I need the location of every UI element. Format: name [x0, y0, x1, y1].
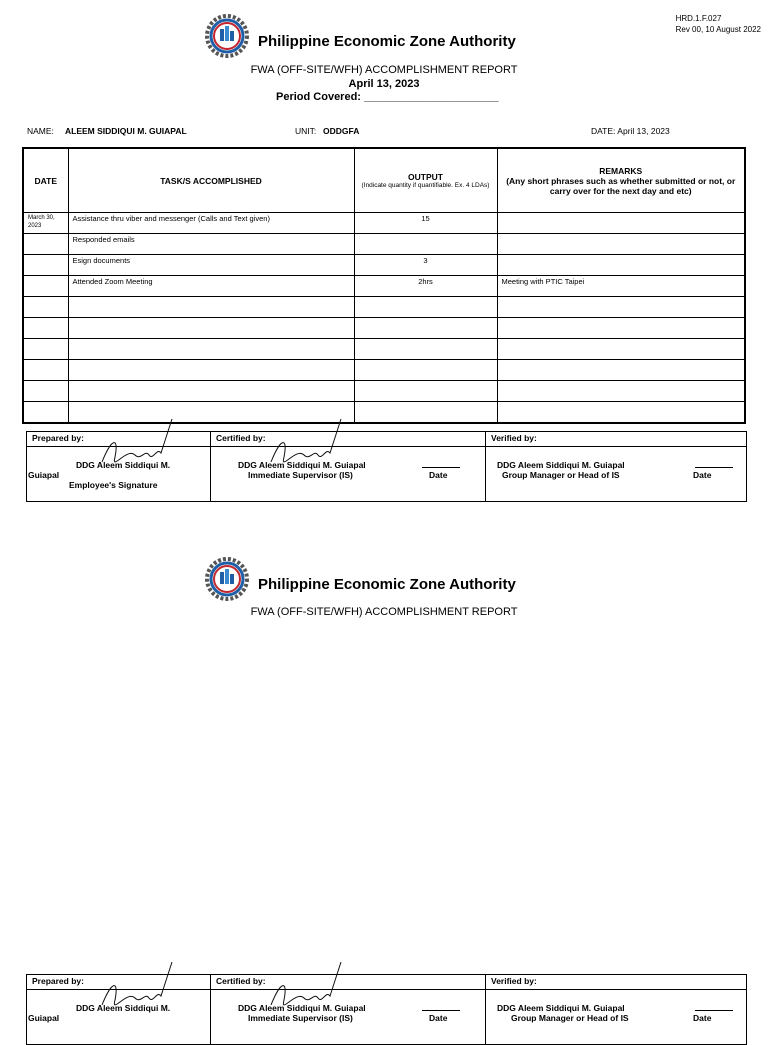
row-remarks — [497, 381, 745, 402]
row-remarks — [497, 360, 745, 381]
peza-logo — [205, 14, 249, 58]
row-output — [354, 381, 497, 402]
row-task: Responded emails — [68, 234, 354, 255]
header-remarks-note: (Any short phrases such as whether submitted or not, or carry over for the next day and etc) — [506, 175, 736, 196]
verified-by-cell — [486, 990, 747, 1045]
employee-signature-label: Employee's Signature — [69, 480, 158, 490]
row-remarks — [497, 402, 745, 424]
table-row — [23, 276, 745, 297]
unit-value: ODDGFA — [323, 126, 360, 136]
row-task — [68, 297, 354, 318]
name-value: ALEEM SIDDIQUI M. GUIAPAL — [65, 126, 187, 136]
verified-by-cell — [486, 447, 747, 502]
table-row — [23, 318, 745, 339]
certified-by-label: Certified by: — [211, 975, 486, 990]
row-remarks: Meeting with PTIC Taipei — [497, 276, 745, 297]
accomplishment-table — [22, 147, 746, 424]
row-remarks — [497, 318, 745, 339]
certified-by-cell — [211, 447, 486, 502]
verified-date-label: Date — [693, 470, 712, 480]
row-date — [23, 381, 68, 402]
table-row — [23, 360, 745, 381]
report-date: April 13, 2023 — [348, 78, 420, 90]
row-date — [23, 276, 68, 297]
row-remarks — [497, 297, 745, 318]
prepared-by-label: Prepared by: — [27, 432, 211, 447]
org-name: Philippine Economic Zone Authority — [258, 33, 516, 50]
row-output: 2hrs — [354, 276, 497, 297]
unit-label: UNIT: — [295, 126, 317, 136]
row-task: Assistance thru viber and messenger (Calls and Text given) — [68, 213, 354, 234]
row-task — [68, 339, 354, 360]
prepared-by-label: Prepared by: — [27, 975, 211, 990]
date-line — [422, 1001, 460, 1011]
group-manager-label: Group Manager or Head of IS — [502, 470, 620, 480]
certified-by-cell — [211, 990, 486, 1045]
form-title: FWA (OFF-SITE/WFH) ACCOMPLISHMENT REPORT — [250, 606, 518, 618]
header-tasks: TASK/S ACCOMPLISHED — [68, 148, 354, 213]
row-task — [68, 381, 354, 402]
row-output: 3 — [354, 255, 497, 276]
row-task — [68, 360, 354, 381]
row-task: Attended Zoom Meeting — [68, 276, 354, 297]
table-row — [23, 234, 745, 255]
row-date — [23, 360, 68, 381]
handwritten-signature — [97, 960, 177, 1020]
prepared-name-cont: Guiapal — [28, 1013, 60, 1023]
verified-date-label: Date — [693, 1013, 712, 1023]
revision-info: Rev 00, 10 August 2022 — [675, 25, 761, 34]
form-code: HRD.1.F.027 — [675, 14, 722, 23]
prepared-name: DDG Aleem Siddiqui M. — [76, 460, 171, 470]
table-row — [23, 213, 745, 234]
certified-name: DDG Aleem Siddiqui M. Guiapal — [238, 460, 366, 470]
row-output — [354, 339, 497, 360]
row-output — [354, 360, 497, 381]
supervisor-label: Immediate Supervisor (IS) — [248, 470, 353, 480]
certified-by-label: Certified by: — [211, 432, 486, 447]
table-row — [23, 255, 745, 276]
row-task: Esign documents — [68, 255, 354, 276]
row-output — [354, 234, 497, 255]
date-line — [695, 458, 733, 468]
group-manager-label: Group Manager or Head of IS — [511, 1013, 629, 1023]
handwritten-signature — [97, 417, 177, 477]
row-output — [354, 297, 497, 318]
date-field: DATE: April 13, 2023 — [591, 126, 670, 136]
verified-name: DDG Aleem Siddiqui M. Guiapal — [497, 1003, 625, 1013]
header-output — [354, 148, 497, 213]
name-label: NAME: — [27, 126, 54, 136]
table-header-row — [23, 148, 745, 213]
date-line — [422, 458, 460, 468]
prepared-by-cell — [27, 990, 211, 1045]
header-output-note: (Indicate quantity if quantifiable. Ex. 4 LDAs) — [361, 182, 490, 189]
table-row — [23, 381, 745, 402]
org-name: Philippine Economic Zone Authority — [258, 576, 516, 593]
row-remarks — [497, 213, 745, 234]
header-date: DATE — [23, 148, 68, 213]
row-output: 15 — [354, 213, 497, 234]
certified-name: DDG Aleem Siddiqui M. Guiapal — [238, 1003, 366, 1013]
row-date — [23, 402, 68, 424]
row-output — [354, 402, 497, 424]
row-task — [68, 318, 354, 339]
verified-by-label: Verified by: — [486, 975, 747, 990]
row-remarks — [497, 339, 745, 360]
certified-date-label: Date — [429, 1013, 448, 1023]
table-row — [23, 339, 745, 360]
form-title: FWA (OFF-SITE/WFH) ACCOMPLISHMENT REPORT — [250, 64, 518, 76]
signature-table — [26, 974, 747, 1045]
prepared-by-cell — [27, 447, 211, 502]
row-output — [354, 318, 497, 339]
header-remarks — [497, 148, 745, 213]
prepared-name-cont: Guiapal — [28, 470, 60, 480]
row-remarks — [497, 255, 745, 276]
supervisor-label: Immediate Supervisor (IS) — [248, 1013, 353, 1023]
handwritten-signature — [266, 960, 346, 1020]
row-date — [23, 255, 68, 276]
certified-date-label: Date — [429, 470, 448, 480]
header-output-label: OUTPUT — [408, 172, 443, 182]
row-remarks — [497, 234, 745, 255]
handwritten-signature — [266, 417, 346, 477]
verified-name: DDG Aleem Siddiqui M. Guiapal — [497, 460, 625, 470]
date-line — [695, 1001, 733, 1011]
table-row — [23, 297, 745, 318]
header-remarks-label: REMARKS — [599, 165, 643, 176]
row-date — [23, 339, 68, 360]
verified-by-label: Verified by: — [486, 432, 747, 447]
document-code — [676, 13, 761, 35]
period-covered: Period Covered: ______________________ — [276, 91, 499, 103]
prepared-name: DDG Aleem Siddiqui M. — [76, 1003, 171, 1013]
signature-table — [26, 431, 747, 502]
row-date — [23, 297, 68, 318]
row-date — [23, 318, 68, 339]
row-date: March 30, 2023 — [23, 213, 68, 234]
row-date — [23, 234, 68, 255]
peza-logo — [205, 557, 249, 601]
